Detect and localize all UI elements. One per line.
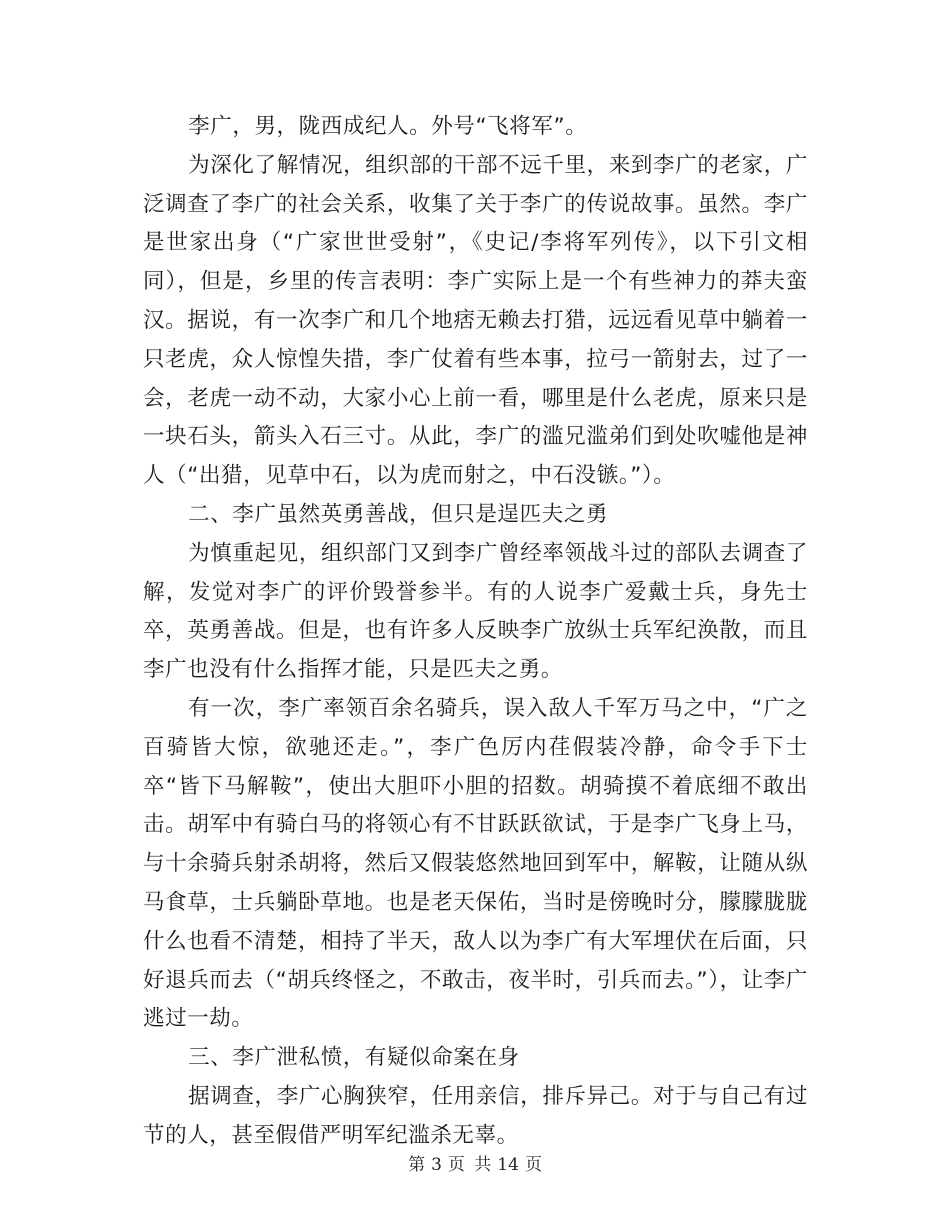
paragraph-hometown-investigation: 为深化了解情况，组织部的干部不远千里，来到李广的老家，广泛调查了李广的社会关系，收集了关于李广的传说故事。虽然。李广是世家出身（“广家世世受射”，《史记/李将军列传》，以下引文相同），但是，乡里的传言表明：李广实际上是一个有些神力的莽夫蛮汉。据说，有一次李广和几个地痞无赖去打猎，远远看见草中躺着一只老虎，众人惊惶失措，李广仗着有些本事，拉弓一箭射去，过了一会，老虎一动不动，大家小心上前一看，哪里是什么老虎，原来只是一块石头，箭头入石三寸。从此，李广的滥兄滥弟们到处吹嘘他是神人（“出猎，见草中石，以为虎而射之，中石没镞。”）。: [143, 152, 808, 489]
footer-total-pages: 14: [497, 1155, 519, 1175]
paragraph-hundred-riders: 有一次，李广率领百余名骑兵，误入敌人千军万马之中，“广之百骑皆大惊，欲驰还走。”，李广色厉内荏假装冷静，命令手下士卒“皆下马解鞍”，使出大胆吓小胆的招数。胡骑摸不着底细不敢出击。胡军中有骑白马的将领心有不甘跃跃欲试，于是李广飞身上马，与十余骑兵射杀胡将，然后又假装悠然地回到军中，解鞍，让随从纵马食草，士兵躺卧草地。也是老天保佑，当时是傍晚时分，朦朦胧胧什么也看不清楚，相持了半天，敌人以为李广有大军埋伏在后面，只好退兵而去（“胡兵终怪之，不敢击，夜半时，引兵而去。”），让李广逃过一劫。: [143, 695, 808, 1032]
paragraph-personal-grudge: 据调查，李广心胸狭窄，任用亲信，排斥异己。对于与自己有过节的人，甚至假借严明军纪滥杀无辜。: [143, 1083, 808, 1148]
section-heading-2: 二、李广虽然英勇善战，但只是逞匹夫之勇: [188, 501, 609, 527]
paragraph-army-investigation: 为慎重起见，组织部门又到李广曾经率领战斗过的部队去调查了解，发觉对李广的评价毁誉参半。有的人说李广爱戴士兵，身先士卒，英勇善战。但是，也有许多人反映李广放纵士兵军纪涣散，而且李广也没有什么指挥才能，只是匹夫之勇。: [143, 540, 808, 683]
footer-suffix: 页: [524, 1155, 542, 1175]
footer-page-number: 3: [431, 1155, 442, 1175]
section-heading-3: 三、李广泄私愤，有疑似命案在身: [188, 1045, 520, 1071]
document-body: [143, 108, 808, 1156]
footer-prefix: 第: [408, 1155, 426, 1175]
page-footer: [0, 1150, 950, 1175]
footer-middle: 页 共: [447, 1155, 492, 1175]
paragraph-intro: 李广，男，陇西成纪人。外号“飞将军”。: [188, 114, 588, 139]
